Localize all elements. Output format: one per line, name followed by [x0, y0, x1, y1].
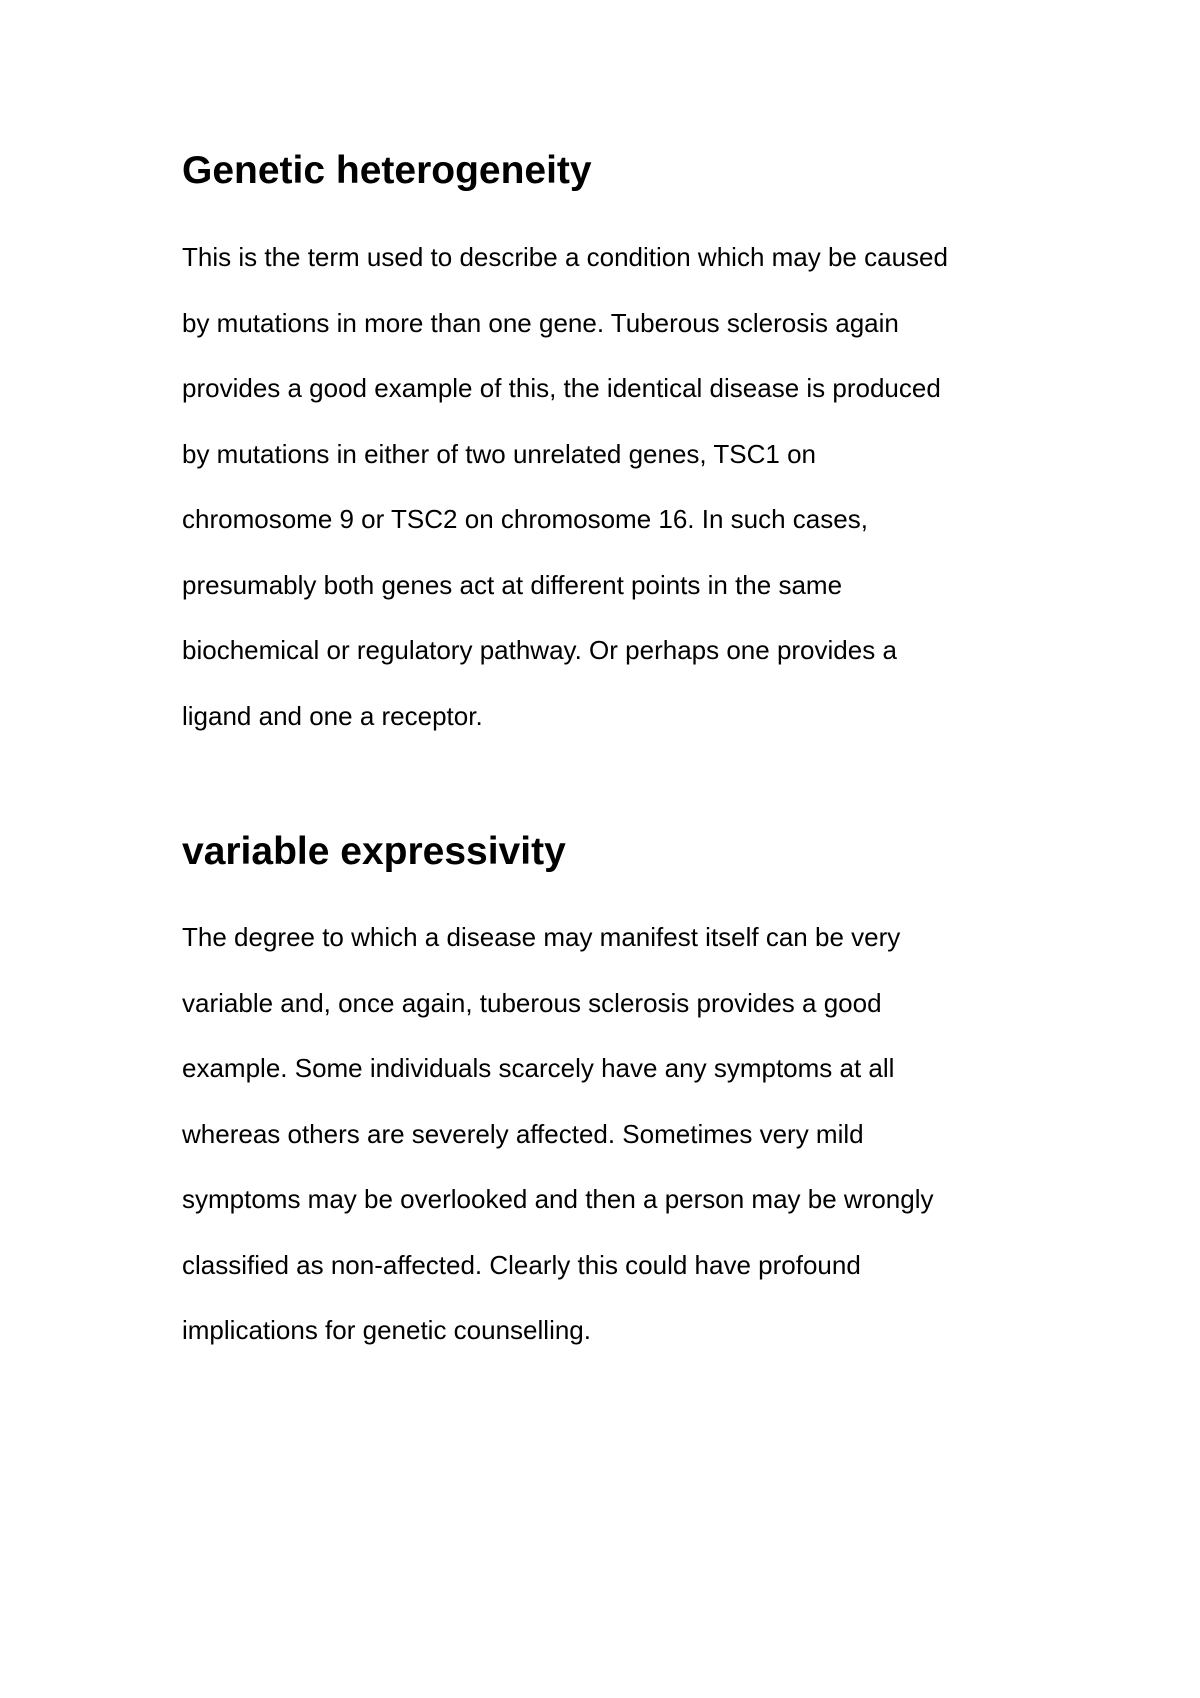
paragraph-line: by mutations in either of two unrelated genes, TSC1 on	[182, 438, 817, 469]
paragraph-line: ligand and one a receptor.	[182, 700, 483, 731]
paragraph-genetic-heterogeneity	[182, 244, 948, 768]
paragraph-line: example. Some individuals scarcely have any symptoms at all	[182, 1053, 895, 1083]
paragraph-line: The degree to which a disease may manifest itself can be very	[182, 922, 901, 952]
paragraph-line: implications for genetic counselling.	[182, 1315, 591, 1345]
paragraph-line: presumably both genes act at different points in the same	[182, 569, 843, 600]
paragraph-line: classified as non-affected. Clearly this could have profound	[182, 1249, 861, 1280]
paragraph-line: whereas others are severely affected. Sometimes very mild	[182, 1118, 864, 1149]
paragraph-line: This is the term used to describe a condition which may be caused	[182, 242, 948, 272]
paragraph-variable-expressivity	[182, 924, 934, 1383]
paragraph-line: by mutations in more than one gene. Tuberous sclerosis again	[182, 307, 899, 338]
paragraph-line: chromosome 9 or TSC2 on chromosome 16. In such cases,	[182, 504, 868, 534]
paragraph-line: variable and, once again, tuberous sclerosis provides a good	[182, 987, 882, 1018]
section-heading-variable-expressivity: variable expressivity	[182, 830, 566, 873]
paragraph-line: biochemical or regulatory pathway. Or perhaps one provides a	[182, 635, 897, 665]
paragraph-line: provides a good example of this, the identical disease is produced	[182, 373, 941, 403]
paragraph-line: symptoms may be overlooked and then a person may be wrongly	[182, 1184, 934, 1214]
section-heading-genetic-heterogeneity: Genetic heterogeneity	[182, 149, 592, 192]
